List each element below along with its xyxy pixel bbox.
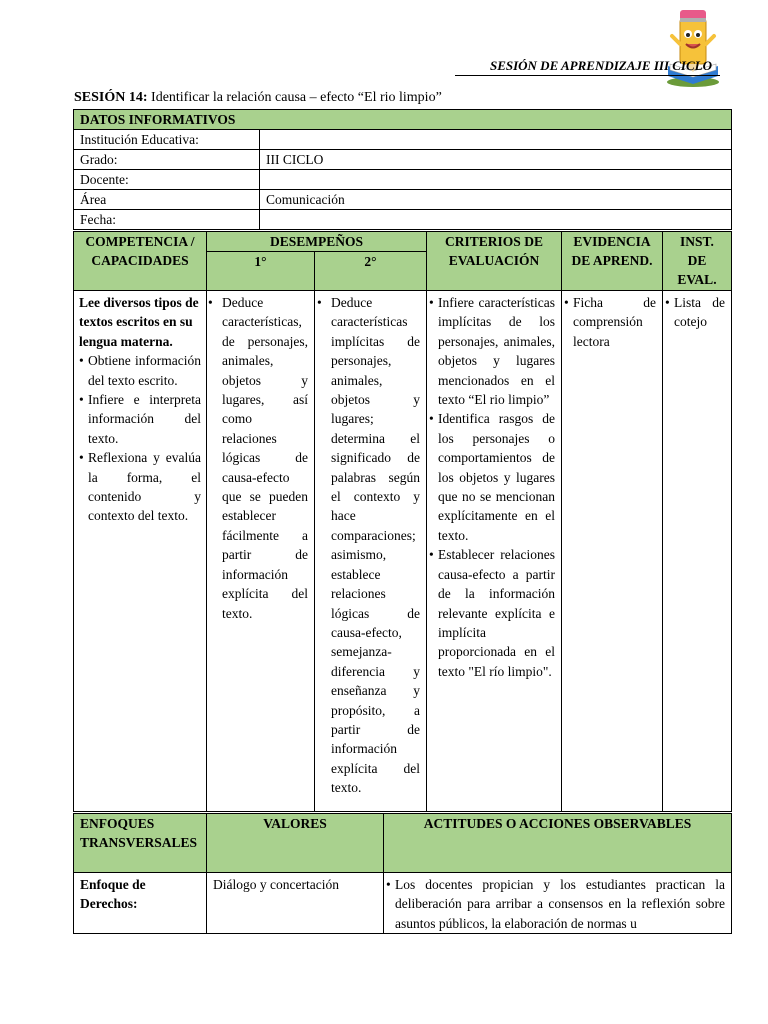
capacidades-list bbox=[79, 351, 201, 526]
list-item: • Reflexiona y evalúa la forma, el contenido y contexto del texto. bbox=[79, 448, 201, 526]
datos-title: DATOS INFORMATIVOS bbox=[74, 110, 732, 130]
header-criterios: CRITERIOS DE EVALUACIÓN bbox=[427, 232, 562, 291]
session-label: SESIÓN 14: bbox=[74, 90, 148, 105]
header-underline bbox=[455, 75, 720, 76]
list-item: • Deduce características implícitas de personajes, animales, objetos y lugares; determina el significado de palabras según el contexto y hace comparaciones; asimismo, establece relaciones lógicas de causa-efecto, semejanza-diferencia y enseñanza y propósito, a partir de información explícita del texto. bbox=[317, 293, 420, 798]
table-row bbox=[74, 170, 732, 190]
table-row bbox=[74, 291, 732, 812]
datos-label: Área bbox=[74, 190, 260, 210]
enfoque-cell: Enfoque de Derechos: bbox=[74, 873, 207, 934]
list-item: • Deduce características, de personajes, animales, objetos y lugares, así como relaciones lógicas de causa-efecto que se pueden establecer fácilmente a partir de información explícita del texto. bbox=[208, 293, 308, 623]
list-item: • Infiere e interpreta información del texto. bbox=[79, 390, 201, 448]
actitud-cell bbox=[384, 873, 732, 934]
datos-value: Comunicación bbox=[260, 190, 732, 210]
header-evidencia: EVIDENCIA DE APREND. bbox=[562, 232, 663, 291]
competencia-cell bbox=[74, 291, 207, 812]
datos-label: Grado: bbox=[74, 150, 260, 170]
list-item: • Los docentes propician y los estudiantes practican la deliberación para arribar a consensos en la reflexión sobre asuntos públicos, la elaboración de normas u bbox=[386, 875, 725, 933]
datos-value bbox=[260, 210, 732, 230]
header-grado-2: 2° bbox=[315, 252, 427, 291]
datos-label: Docente: bbox=[74, 170, 260, 190]
datos-informativos-table bbox=[73, 109, 732, 230]
datos-value: III CICLO bbox=[260, 150, 732, 170]
session-text: Identificar la relación causa – efecto “El rio limpio” bbox=[147, 90, 442, 105]
datos-value bbox=[260, 130, 732, 150]
desempeno-1-cell bbox=[207, 291, 315, 812]
criterios-cell bbox=[427, 291, 562, 812]
header-valores: VALORES bbox=[207, 814, 384, 873]
list-item: • Lista de cotejo bbox=[665, 293, 725, 332]
competencia-title: Lee diversos tipos de textos escritos en su lengua materna. bbox=[79, 295, 199, 349]
header-desempenos: DESEMPEÑOS bbox=[207, 232, 427, 252]
list-item: • Identifica rasgos de los personajes o comportamientos de los objetos y lugares que no se mencionan explícitamente en el texto. bbox=[429, 409, 555, 545]
datos-label: Fecha: bbox=[74, 210, 260, 230]
table-row bbox=[74, 210, 732, 230]
list-item: • Obtiene información del texto escrito. bbox=[79, 351, 201, 390]
valor-cell: Diálogo y concertación bbox=[207, 873, 384, 934]
table-row bbox=[74, 150, 732, 170]
table-row bbox=[74, 130, 732, 150]
list-item: • Establecer relaciones causa-efecto a partir de la información relevante explícita e implícita proporcionada en el texto "El río limpio". bbox=[429, 545, 555, 681]
header-title: SESIÓN DE APRENDIZAJE III CICLO bbox=[489, 58, 712, 73]
evidencia-cell bbox=[562, 291, 663, 812]
competencias-table bbox=[73, 231, 732, 812]
session-title bbox=[74, 90, 442, 106]
table-row bbox=[74, 873, 732, 934]
desempeno-2-cell bbox=[315, 291, 427, 812]
header-instrumento: INST. DE EVAL. bbox=[663, 232, 732, 291]
instrumento-cell bbox=[663, 291, 732, 812]
header-competencia: COMPETENCIA / CAPACIDADES bbox=[74, 232, 207, 291]
list-item: • Infiere características implícitas de los personajes, animales, objetos y lugares mencionados en el texto “El rio limpio” bbox=[429, 293, 555, 409]
datos-value bbox=[260, 170, 732, 190]
header-enfoques: ENFOQUES TRANSVERSALES bbox=[74, 814, 207, 873]
table-row bbox=[74, 190, 732, 210]
header-grado-1: 1° bbox=[207, 252, 315, 291]
header-actitudes: ACTITUDES O ACCIONES OBSERVABLES bbox=[384, 814, 732, 873]
datos-label: Institución Educativa: bbox=[74, 130, 260, 150]
enfoques-table bbox=[73, 813, 732, 934]
list-item: • Ficha de comprensión lectora bbox=[564, 293, 656, 351]
